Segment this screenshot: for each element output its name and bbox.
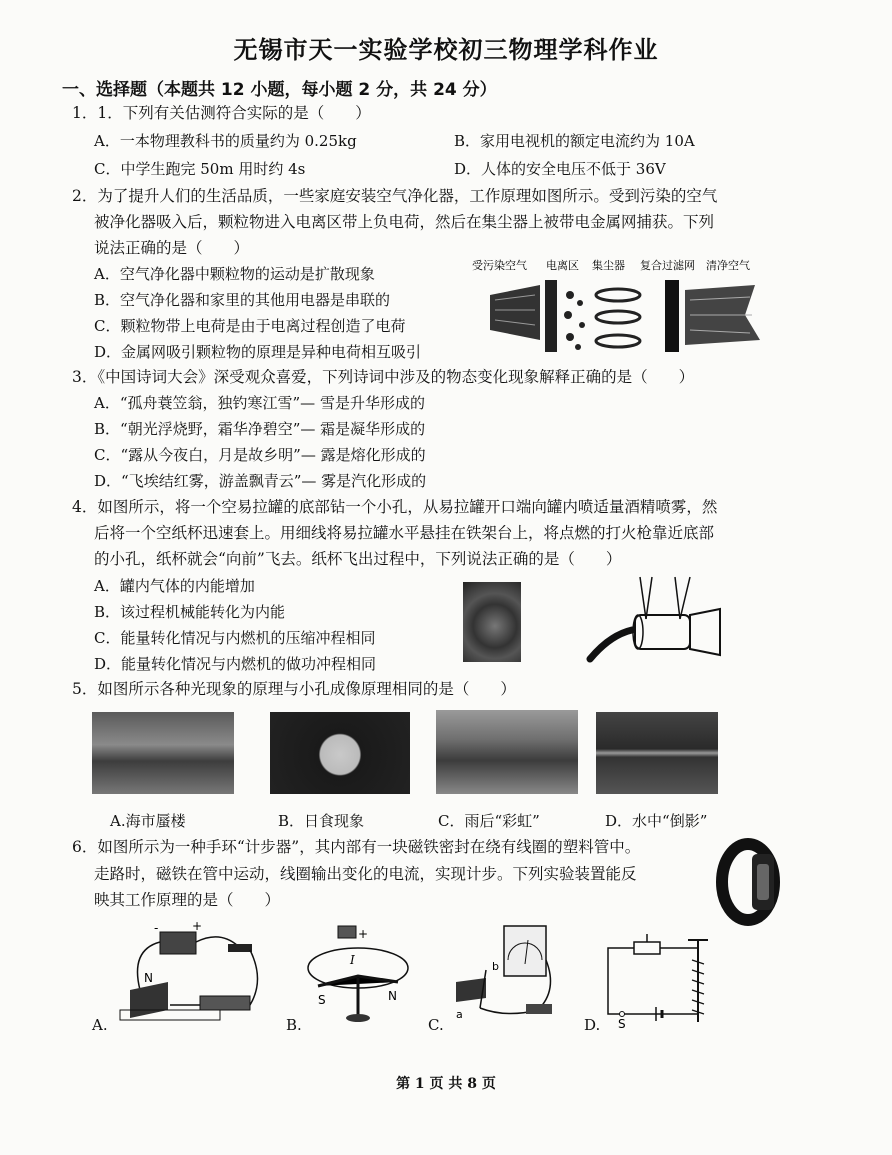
q1-option-c: C．中学生跑完 50m 用时约 4s: [94, 160, 306, 178]
q4-option-c: C．能量转化情况与内燃机的压缩冲程相同: [94, 629, 376, 647]
q5-stem: 5．如图所示各种光现象的原理与小孔成像原理相同的是（ ）: [72, 680, 516, 698]
fig-label-clean-air: 清净空气: [706, 259, 750, 272]
q4-option-a: A．罐内气体的内能增加: [94, 577, 255, 595]
north-pole-mark-b: N: [388, 989, 397, 1003]
fig-label-polluted-air: 受污染空气: [472, 259, 527, 272]
section-heading: 一、选择题（本题共 12 小题，每小题 2 分，共 24 分）: [62, 80, 497, 100]
q5-caption-a: A.海市蜃楼: [110, 812, 186, 830]
q6-apparatus-a: [110, 920, 270, 1030]
wristband-pedometer-figure: [712, 836, 782, 926]
plus-mark: +: [192, 920, 203, 933]
q2-stem-line2: 被净化器吸入后，颗粒物进入电离区带上负电荷，然后在集尘器上被带电金属网捕获。下列: [94, 213, 715, 231]
fig-label-ionization-zone: 电离区: [546, 259, 579, 272]
q4-stem-line3: 的小孔，纸杯就会“向前”飞去。纸杯飞出过程中，下列说法正确的是（ ）: [94, 550, 622, 568]
q6-apparatus-b: [298, 920, 418, 1030]
q6-stem-line1: 6．如图所示为一种手环“计步器”，其内部有一块磁铁密封在绕有线圈的塑料管中。: [72, 838, 641, 856]
north-pole-mark: N: [144, 971, 153, 985]
plus-mark-b: +: [358, 927, 369, 941]
can-suspended-figure: [580, 575, 730, 667]
can-bottom-photo: [463, 582, 521, 662]
q5-caption-d: D．水中“倒影”: [605, 812, 708, 830]
solar-eclipse-photo: [270, 712, 410, 794]
current-mark: I: [350, 953, 355, 967]
rainbow-photo: [436, 710, 578, 794]
mirage-photo: [92, 712, 234, 794]
q6-apparatus-c: [446, 920, 566, 1030]
q6-option-a-label: A.: [92, 1016, 108, 1034]
q2-option-d: D．金属网吸引颗粒物的原理是异种电荷相互吸引: [94, 343, 422, 361]
q4-option-d: D．能量转化情况与内燃机的做功冲程相同: [94, 655, 377, 673]
q2-option-b: B．空气净化器和家里的其他用电器是串联的: [94, 291, 391, 309]
q1-stem: 1．1．下列有关估测符合实际的是（ ）: [72, 104, 371, 122]
terminal-b-mark: b: [492, 960, 499, 973]
q6-stem-line3: 映其工作原理的是（ ）: [94, 891, 281, 909]
q2-option-a: A．空气净化器中颗粒物的运动是扩散现象: [94, 265, 375, 283]
q3-option-d: D．“飞埃结红雾，游盖飘青云”— 雾是汽化形成的: [94, 472, 427, 490]
q6-option-b-label: B.: [286, 1016, 302, 1034]
south-pole-mark-b: S: [318, 993, 326, 1007]
q2-stem-line3: 说法正确的是（ ）: [94, 239, 250, 257]
q4-option-b: B．该过程机械能转化为内能: [94, 603, 286, 621]
q3-option-c: C．“露从今夜白，月是故乡明”— 露是熔化形成的: [94, 446, 426, 464]
minus-mark: -: [154, 921, 159, 935]
q6-option-d-label: D.: [584, 1016, 601, 1034]
q3-stem: 3．《中国诗词大会》深受观众喜爱，下列诗词中涉及的物态变化现象解释正确的是（ ）: [72, 368, 695, 386]
switch-s-mark: S: [618, 1017, 626, 1030]
q6-stem-line2: 走路时，磁铁在管中运动，线圈输出变化的电流，实现计步。下列实验装置能反: [94, 865, 637, 883]
q5-caption-b: B．日食现象: [278, 812, 365, 830]
q3-option-a: A．“孤舟蓑笠翁，独钓寒江雪”— 雪是升华形成的: [94, 394, 425, 412]
q4-stem-line2: 后将一个空纸杯迅速套上。用细线将易拉罐水平悬挂在铁架台上，将点燃的打火枪靠近底部: [94, 524, 715, 542]
q4-stem-line1: 4．如图所示，将一个空易拉罐的底部钻一个小孔，从易拉罐开口端向罐内喷适量酒精喷雾，然: [72, 498, 718, 516]
q1-option-b: B．家用电视机的额定电流约为 10A: [454, 132, 695, 150]
q1-option-d: D．人体的安全电压不低于 36V: [454, 160, 666, 178]
page-footer: 第 1 页 共 8 页: [396, 1076, 496, 1092]
page-title: 无锡市天一实验学校初三物理学科作业: [233, 36, 659, 64]
q2-stem-line1: 2．为了提升人们的生活品质，一些家庭安装空气净化器，工作原理如图所示。受到污染的空气: [72, 187, 718, 205]
q6-apparatus-d: [600, 930, 730, 1030]
q5-caption-c: C．雨后“彩虹”: [438, 812, 540, 830]
q1-option-a: A．一本物理教科书的质量约为 0.25kg: [94, 132, 357, 150]
terminal-a-mark: a: [456, 1008, 463, 1021]
q2-option-c: C．颗粒物带上电荷是由于电离过程创造了电荷: [94, 317, 406, 335]
q6-option-c-label: C.: [428, 1016, 444, 1034]
q3-option-b: B．“朝光浮烧野，霜华净碧空”— 霜是凝华形成的: [94, 420, 426, 438]
fig-label-filter-mesh: 复合过滤网: [640, 259, 695, 272]
water-reflection-photo: [596, 712, 718, 794]
fig-label-dust-collector: 集尘器: [592, 259, 625, 272]
air-purifier-figure: [470, 255, 770, 355]
